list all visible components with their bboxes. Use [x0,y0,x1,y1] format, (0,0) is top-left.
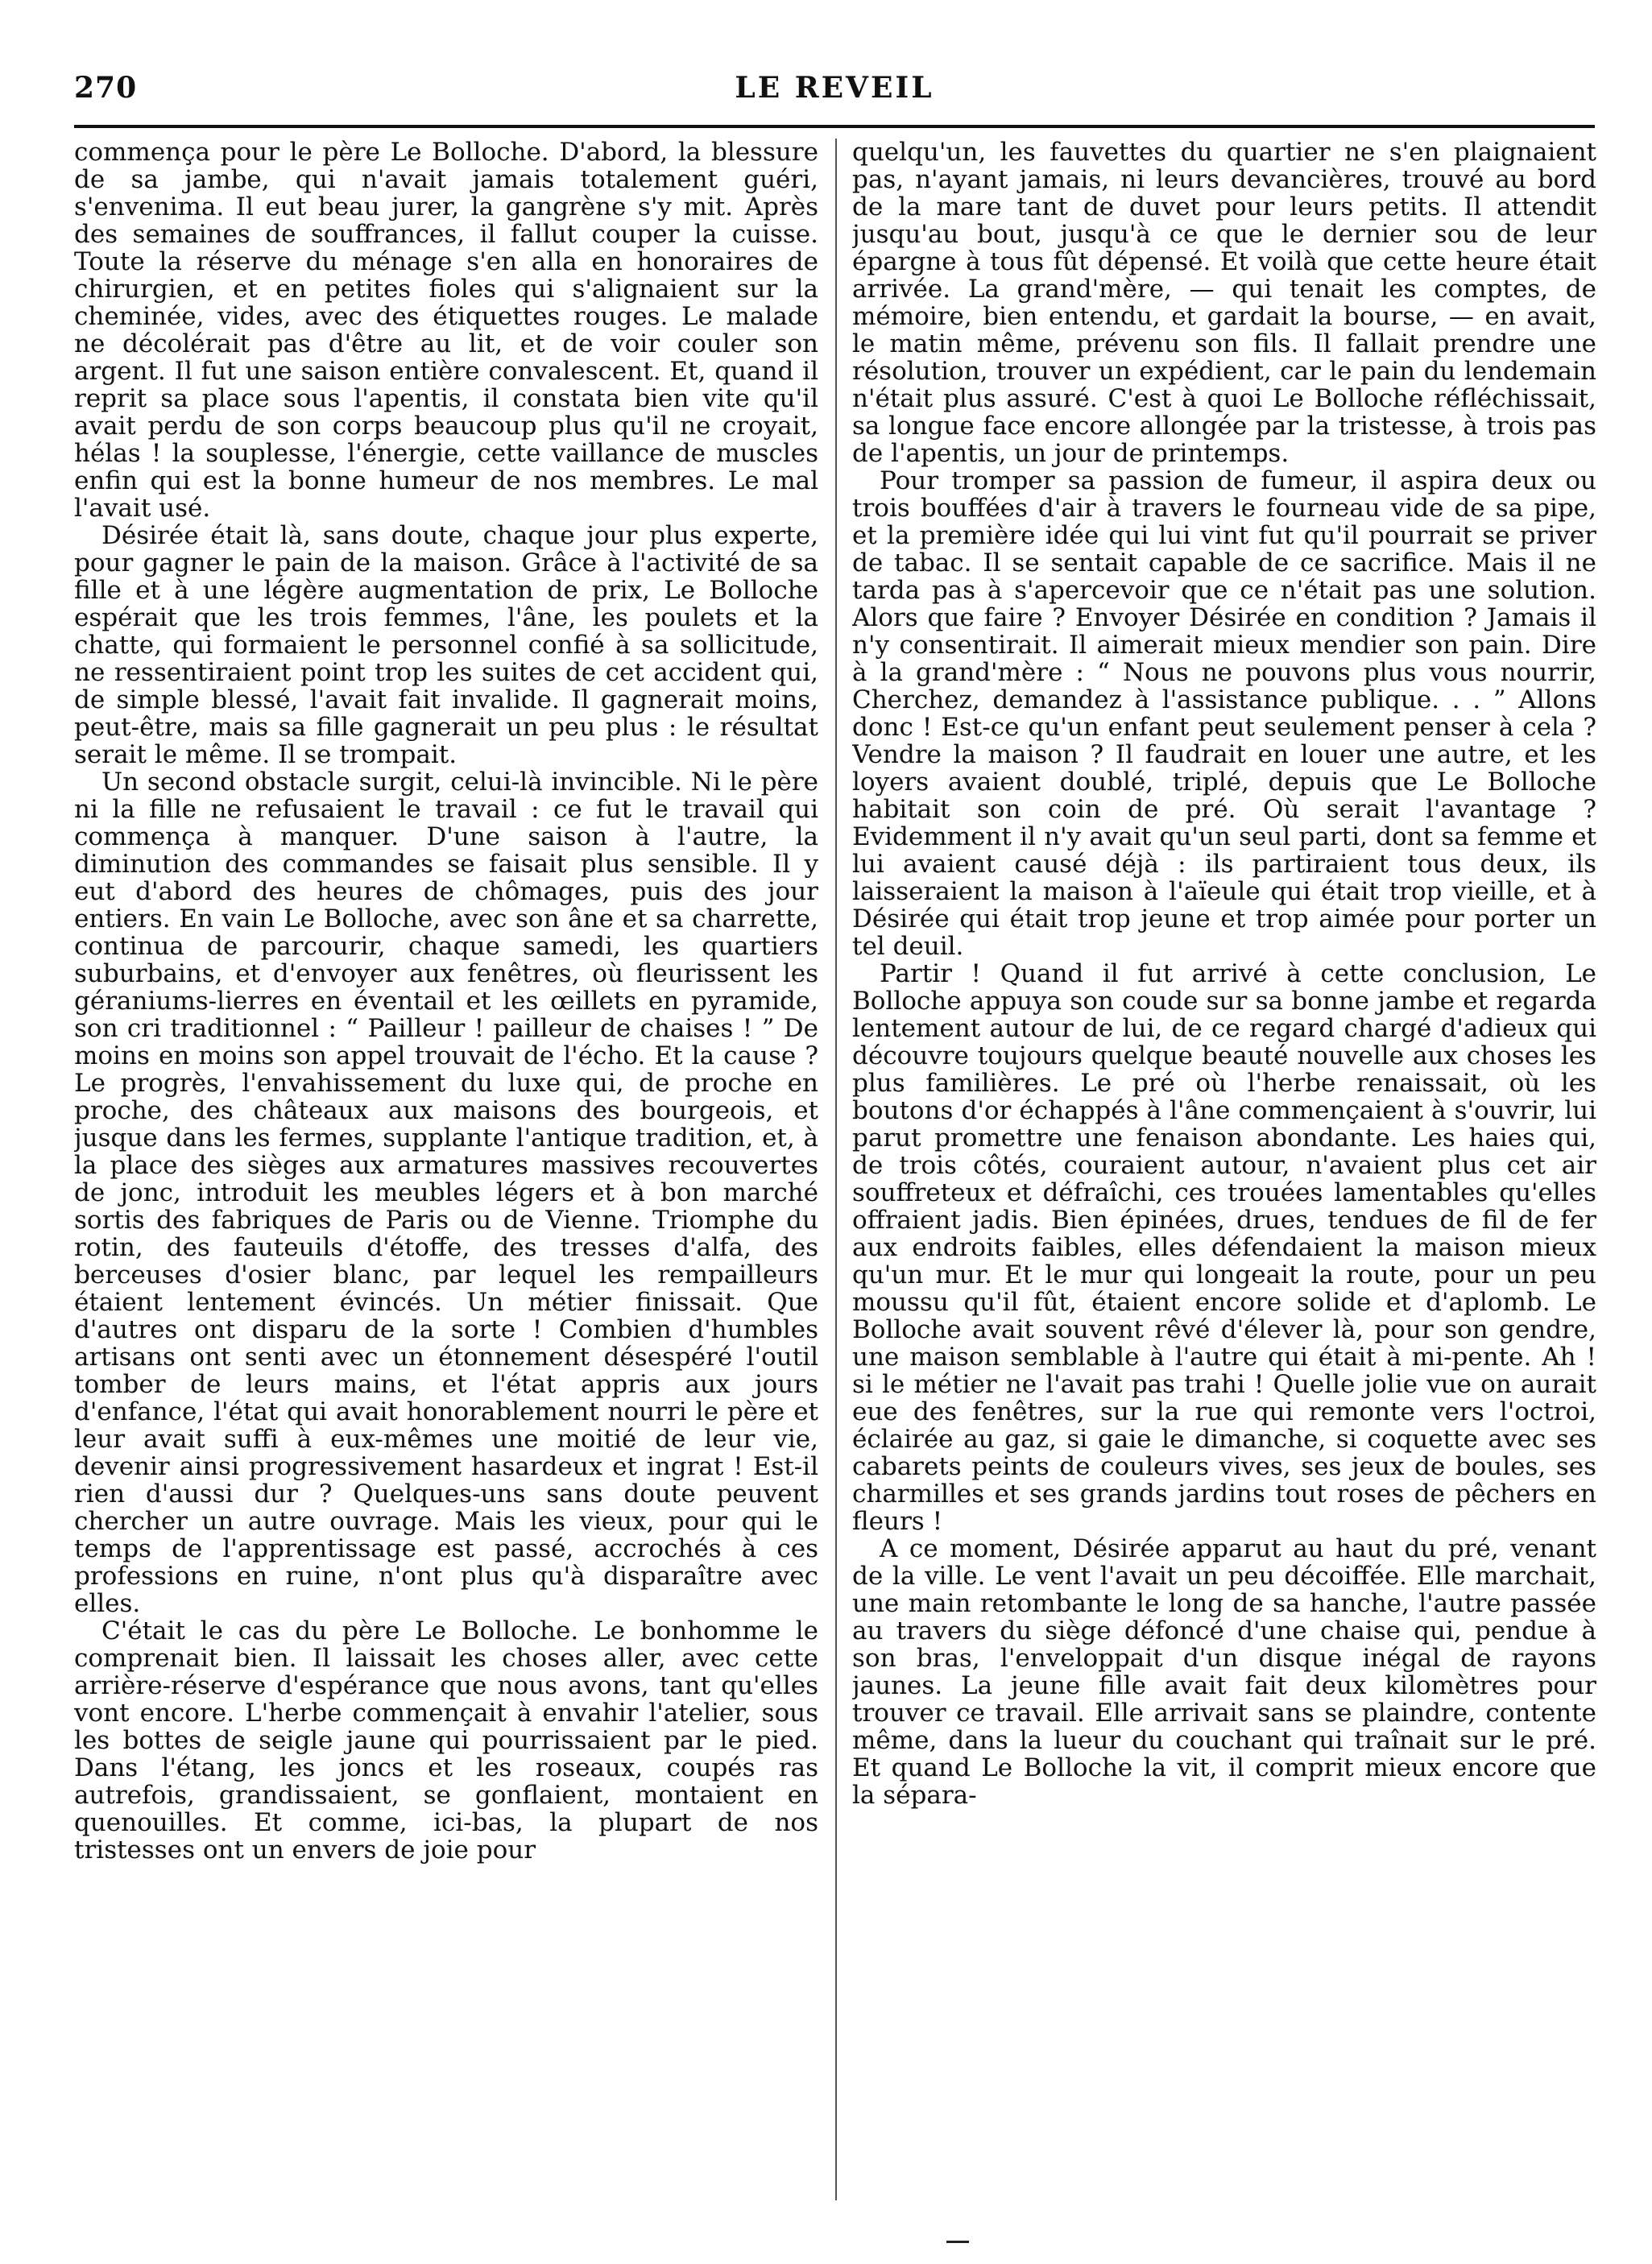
column-divider [835,139,837,2200]
header-rule [74,125,1595,128]
paragraph: A ce moment, Désirée apparut au haut du pré, venant de la ville. Le vent l'avait un peu décoiffée. Elle marchait, une main retombante le long de sa hanche, l'autre passée au travers du siège défoncé d'une chaise qui, pendue à son bras, l'enveloppait d'un disque inégal de rayons jaunes. La jeune fille avait fait deux kilomètres pour trouver ce travail. Elle arrivait sans se plaindre, contente même, dans la lueur du couchant qui traînait sur le pré. Et quand Le Bolloche la vit, il comprit mieux encore que la sépara- [852,1534,1596,1810]
paragraph: commença pour le père Le Bolloche. D'abord, la blessure de sa jambe, qui n'avait jamais totalement guéri, s'envenima. Il eut beau jurer, la gangrène s'y mit. Après des semaines de souffrances, il fallut couper la cuisse. Toute la réserve du ménage s'en alla en honoraires de chirurgien, et en petites fioles qui s'alignaient sur la cheminée, vides, avec des étiquettes rouges. Le malade ne décolérait pas d'être au lit, et de voir couler son argent. Il fut une saison entière convalescent. Et, quand il reprit sa place sous l'apentis, il constata bien vite qu'il avait perdu de son corps beaucoup plus qu'il ne croyait, hélas ! la souplesse, l'énergie, cette vaillance de muscles enfin qui est la bonne humeur de nos membres. Le mal l'avait usé. [74,139,818,523]
page-number: 270 [74,71,138,105]
paragraph: Désirée était là, sans doute, chaque jour plus experte, pour gagner le pain de la maison. Grâce à l'activité de sa fille et à une légère augmentation de prix, Le Bolloche espérait que les trois femmes, l'âne, les poulets et la chatte, qui formaient le personnel confié à sa sollicitude, ne ressentiraient point trop les suites de cet accident qui, de simple blessé, l'avait fait invalide. Il gagnerait moins, peut-être, mais sa fille gagnerait un peu plus : le résultat serait le même. Il se trompait. [74,521,818,769]
right-column [852,139,1596,2200]
paragraph: Partir ! Quand il fut arrivé à cette conclusion, Le Bolloche appuya son coude sur sa bonne jambe et regarda lentement autour de lui, de ce regard chargé d'adieux qui découvre toujours quelque beauté nouvelle aux choses les plus familières. Le pré où l'herbe renaissait, où les boutons d'or échappés à l'âne commençaient à s'ouvrir, lui parut promettre une fenaison abondante. Les haies qui, de trois côtés, couraient autour, n'avaient plus cet air souffreteux et défraîchi, ces trouées lamentables qu'elles offraient jadis. Bien épinées, drues, tendues de fil de fer aux endroits faibles, elles défendaient la maison mieux qu'un mur. Et le mur qui longeait la route, pour un peu moussu qu'il fût, étaient encore solide et d'aplomb. Le Bolloche avait souvent rêvé d'élever là, pour son gendre, une maison semblable à l'autre qui était à mi-pente. Ah ! si le métier ne l'avait pas trahi ! Quelle jolie vue on aurait eue des fenêtres, sur la rue qui remonte vers l'octroi, éclairée au gaz, si gaie le dimanche, si coquette avec ses cabarets peints de couleurs vives, ses jeux de boules, ses charmilles et ses grands jardins tout roses de pêchers en fleurs ! [852,959,1596,1536]
paragraph: Pour tromper sa passion de fumeur, il aspira deux ou trois bouffées d'air à travers le fourneau vide de sa pipe, et la première idée qui lui vint fut qu'il pourrait se priver de tabac. Il se sentait capable de ce sacrifice. Mais il ne tarda pas à s'apercevoir que ce n'était pas une solution. Alors que faire ? Envoyer Désirée en condition ? Jamais il n'y consentirait. Il aimerait mieux mendier son pain. Dire à la grand'mère : “ Nous ne pouvons plus vous nourrir, Cherchez, demandez à l'assistance publique. . . ” Allons donc ! Est-ce qu'un enfant peut seulement penser à cela ? Vendre la maison ? Il faudrait en louer une autre, et les loyers avaient doublé, triplé, depuis que Le Bolloche habitait son coin de pré. Où serait l'avantage ? Evidemment il n'y avait qu'un seul parti, dont sa femme et lui avaient causé déjà : ils partiraient tous deux, ils laisseraient la maison à l'aïeule qui était trop vieille, et à Désirée qui était trop jeune et trop aimée pour porter un tel deuil. [852,466,1596,961]
page-header [74,66,1595,118]
bottom-dash [946,2241,969,2243]
publication-title: LE REVEIL [735,71,934,105]
paragraph: quelqu'un, les fauvettes du quartier ne s'en plaignaient pas, n'ayant jamais, ni leurs devancières, trouvé au bord de la mare tant de duvet pour leurs petits. Il attendit jusqu'au bout, jusqu'à ce que le dernier sou de leur épargne à tous fût dépensé. Et voilà que cette heure était arrivée. La grand'mère, — qui tenait les comptes, de mémoire, bien entendu, et gardait la bourse, — en avait, le matin même, prévenu son fils. Il fallait prendre une résolution, trouver un expédient, car le pain du lendemain n'était plus assuré. C'est à quoi Le Bolloche réfléchissait, sa longue face encore allongée par la tristesse, à trois pas de l'apentis, un jour de printemps. [852,139,1596,468]
left-column [74,139,818,2200]
paragraph: Un second obstacle surgit, celui-là invincible. Ni le père ni la fille ne refusaient le travail : ce fut le travail qui commença à manquer. D'une saison à l'autre, la diminution des commandes se faisait plus sensible. Il y eut d'abord des heures de chômages, puis des jour entiers. En vain Le Bolloche, avec son âne et sa charrette, continua de parcourir, chaque samedi, les quartiers suburbains, et d'envoyer aux fenêtres, où fleurissent les géraniums-lierres en éventail et les œillets en pyramide, son cri traditionnel : “ Pailleur ! pailleur de chaises ! ” De moins en moins son appel trouvait de l'écho. Et la cause ? Le progrès, l'envahissement du luxe qui, de proche en proche, des châteaux aux maisons des bourgeois, et jusque dans les fermes, supplante l'antique tradition, et, à la place des sièges aux armatures massives recouvertes de jonc, introduit les meubles légers et à bon marché sortis des fabriques de Paris ou de Vienne. Triomphe du rotin, des fauteuils d'étoffe, des tresses d'alfa, des berceuses d'osier blanc, par lequel les rempailleurs étaient lentement évincés. Un métier finissait. Que d'autres ont disparu de la sorte ! Combien d'humbles artisans ont senti avec un étonnement désespéré l'outil tomber de leurs mains, et l'état appris aux jours d'enfance, l'état qui avait honorablement nourri le père et leur avait suffi à eux-mêmes une moitié de leur vie, devenir ainsi progressivement hasardeux et ingrat ! Est-il rien d'aussi dur ? Quelques-uns sans doute peuvent chercher un autre ouvrage. Mais les vieux, pour qui le temps de l'apprentissage est passé, accrochés à ces professions en ruine, n'ont plus qu'à disparaître avec elles. [74,768,818,1618]
paragraph: C'était le cas du père Le Bolloche. Le bonhomme le comprenait bien. Il laissait les choses aller, avec cette arrière-réserve d'espérance que nous avons, tant qu'elles vont encore. L'herbe commençait à envahir l'atelier, sous les bottes de seigle jaune qui pourrissaient par le pied. Dans l'étang, les joncs et les roseaux, coupés ras autrefois, grandissaient, se gonflaient, montaient en quenouilles. Et comme, ici-bas, la plupart de nos tristesses ont un envers de joie pour [74,1616,818,1865]
